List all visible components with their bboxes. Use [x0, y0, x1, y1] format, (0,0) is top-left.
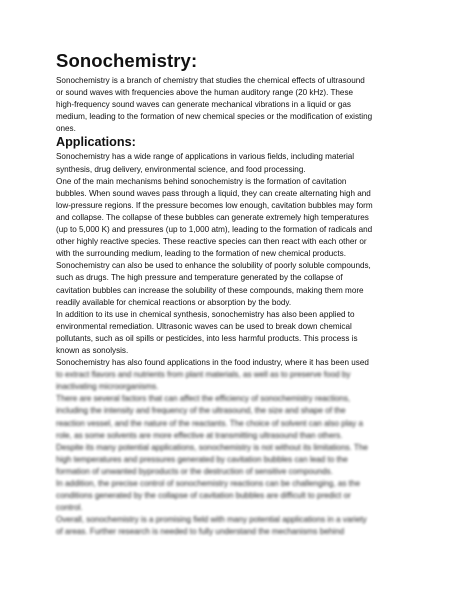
text-line: environmental remediation. Ultrasonic waves can be used to break down chemical — [56, 321, 352, 331]
text-line: pollutants, such as oil spills or pesticides, into less harmful products. This process is — [56, 333, 358, 343]
text-line: In addition to its use in chemical synthesis, sonochemistry has also been applied to — [56, 309, 355, 319]
text-line: Sonochemistry is a branch of chemistry that studies the chemical effects of ultrasound — [56, 76, 365, 85]
text-line: readily available for chemical reactions or absorption by the body. — [56, 297, 292, 307]
section-heading-applications: Applications: — [56, 135, 136, 150]
text-line: reaction vessel, and the nature of the reactants. The choice of solvent can also play a — [56, 418, 363, 428]
text-line: One of the main mechanisms behind sonochemistry is the formation of cavitation — [56, 176, 347, 186]
text-line: with the surrounding medium, leading to the formation of new chemical products. — [56, 249, 346, 259]
blurred-preview-text — [56, 369, 418, 538]
text-line: of areas. Further research is needed to fully understand the mechanisms behind — [56, 527, 345, 537]
text-line: Overall, sonochemistry is a promising field with many potential applications in a variety — [56, 515, 367, 525]
text-line: formation of unwanted byproducts or the destruction of sensitive compounds. — [56, 466, 333, 476]
text-line: ones. — [56, 124, 76, 134]
text-line: Sonochemistry has also found applications in the food industry, where it has been used — [56, 358, 369, 368]
text-line: (up to 5,000 K) and pressures (up to 1,000 atm), leading to the formation of radicals and — [56, 225, 373, 235]
text-line: Sonochemistry has a wide range of applications in various fields, including material — [56, 152, 355, 162]
text-line: bubbles. When sound waves pass through a liquid, they can create alternating high and — [56, 188, 371, 198]
text-line: high temperatures and pressures generated by cavitation bubbles can lead to the — [56, 454, 348, 464]
intro-paragraph — [56, 75, 418, 135]
text-line: Sonochemistry can also be used to enhance the solubility of poorly soluble compounds, — [56, 261, 371, 271]
text-line: high-frequency sound waves can generate mechanical vibrations in a liquid or gas — [56, 100, 351, 110]
text-line: low-pressure regions. If the pressure becomes low enough, cavitation bubbles may form — [56, 200, 373, 210]
text-line: control. — [56, 503, 83, 513]
text-line: Despite its many potential applications, sonochemistry is not without its limitations. The — [56, 442, 368, 452]
body-text — [56, 151, 418, 369]
text-line: cavitation bubbles can increase the solubility of these compounds, making them more — [56, 285, 364, 295]
text-line: to extract flavors and nutrients from plant materials, as well as to preserve food by — [56, 370, 351, 380]
text-line: or sound waves with frequencies above the human auditory range (20 kHz). These — [56, 88, 354, 98]
text-line: such as drugs. The high pressure and temperature generated by the collapse of — [56, 273, 343, 283]
text-line: synthesis, drug delivery, environmental science, and food processing. — [56, 164, 306, 174]
text-line: medium, leading to the formation of new chemical species or the modification of existing — [56, 112, 373, 122]
text-line: There are several factors that can affect the efficiency of sonochemistry reactions, — [56, 394, 351, 404]
document-content — [56, 50, 418, 538]
text-line: conditions generated by the collapse of cavitation bubbles are difficult to predict or — [56, 491, 351, 501]
text-line: and collapse. The collapse of these bubbles can generate extremely high temperatures — [56, 212, 369, 222]
document-title: Sonochemistry: — [56, 50, 198, 71]
text-line: known as sonolysis. — [56, 345, 129, 355]
text-line: role, as some solvents are more effective at transmitting ultrasound than others. — [56, 430, 343, 440]
text-line: including the intensity and frequency of the ultrasound, the size and shape of the — [56, 406, 346, 416]
text-line: other highly reactive species. These reactive species can then react with each other or — [56, 237, 367, 247]
text-line: In addition, the precise control of sonochemistry reactions can be challenging, as the — [56, 479, 360, 488]
text-line: inactivating microorganisms. — [56, 382, 159, 392]
